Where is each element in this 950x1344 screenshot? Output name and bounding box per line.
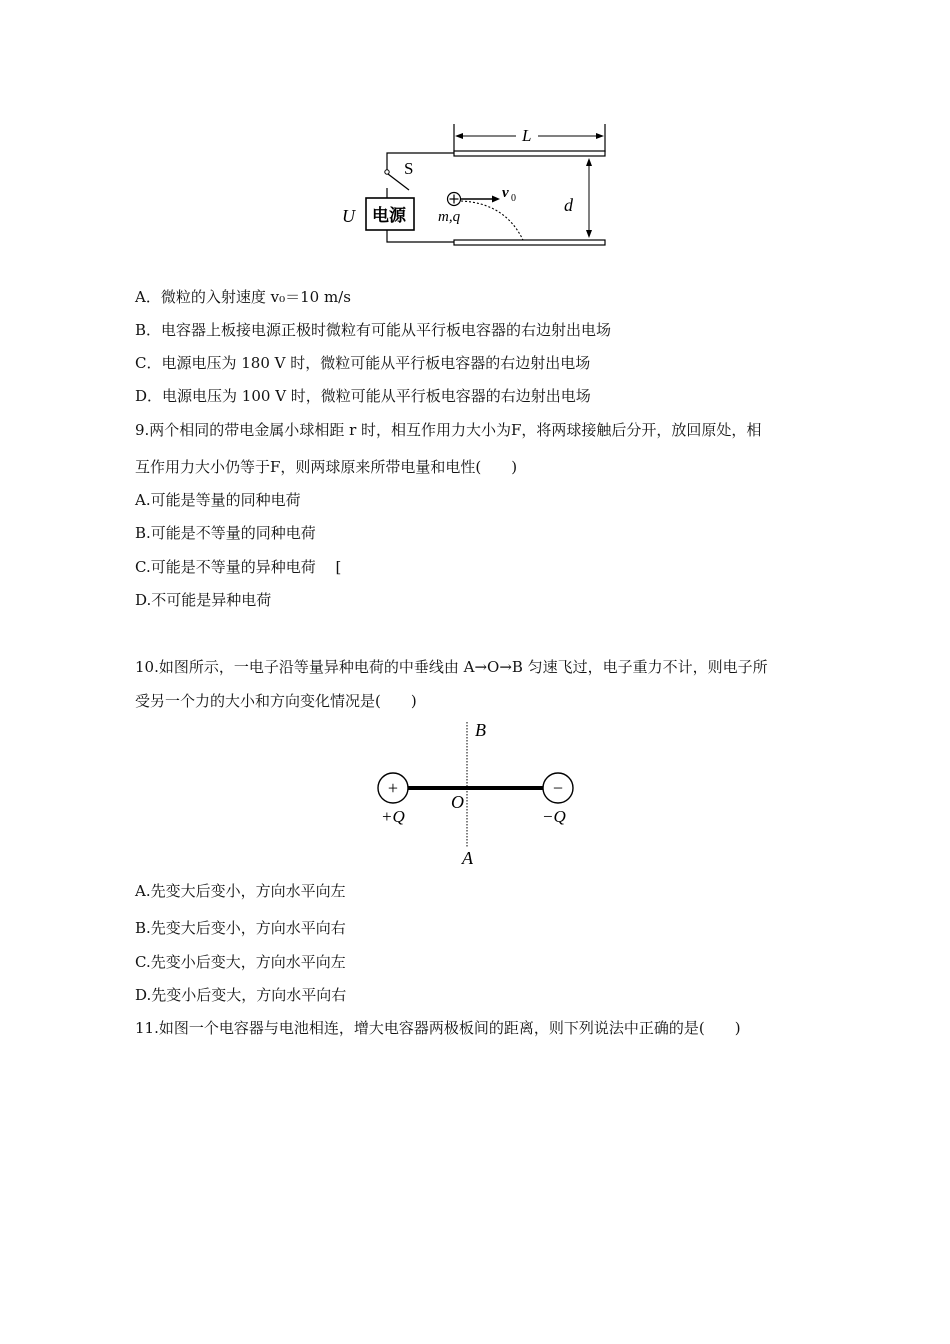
q11-stem: 11.如图一个电容器与电池相连，增大电容器两极板间的距离，则下列说法中正确的是( )	[135, 1019, 741, 1037]
velocity-subscript: 0	[511, 193, 516, 204]
q8-option-d: D．电源电压为 100 V 时，微粒可能从平行板电容器的右边射出电场	[135, 387, 591, 405]
negative-charge-label: −Q	[542, 807, 566, 826]
particle-trajectory	[461, 201, 523, 240]
q8-option-b: B．电容器上板接电源正极时微粒有可能从平行板电容器的右边射出电场	[135, 321, 612, 339]
q8-option-c: C．电源电压为 180 V 时，微粒可能从平行板电容器的右边射出电场	[135, 354, 591, 372]
q9-stem-line2: 互作用力大小仍等于F，则两球原来所带电量和电性( )	[135, 458, 518, 476]
q10-option-d: D.先变小后变大，方向水平向右	[135, 986, 347, 1004]
q9-stem-line1: 9.两个相同的带电金属小球相距 r 时，相互作用力大小为F，将两球接触后分开，放回原处，相	[135, 421, 762, 439]
mass-charge-label: m,q	[438, 209, 461, 225]
velocity-label: v	[502, 185, 509, 201]
q9-option-c: C.可能是不等量的异种电荷 [	[135, 558, 342, 576]
negative-sign: −	[552, 778, 564, 798]
switch-label: S	[404, 159, 414, 178]
point-O-label: O	[451, 792, 464, 812]
q10-option-c: C.先变小后变大，方向水平向左	[135, 953, 346, 971]
capacitor-circuit-figure	[330, 118, 620, 258]
label-d: d	[564, 195, 573, 215]
point-A-label: A	[462, 848, 473, 868]
dipole-figure	[370, 718, 590, 868]
q9-option-b: B.可能是不等量的同种电荷	[135, 524, 316, 542]
q9-option-d: D.不可能是异种电荷	[135, 591, 272, 609]
positive-charge-label: +Q	[381, 807, 405, 826]
positive-sign: +	[387, 778, 399, 798]
power-supply-label: 电源	[372, 206, 406, 225]
q10-stem-line1: 10.如图所示，一电子沿等量异种电荷的中垂线由 A→O→B 匀速飞过，电子重力不计，则电子所	[135, 658, 768, 676]
q8-option-a: A．微粒的入射速度 v₀＝10 m/s	[135, 288, 351, 306]
label-L: L	[522, 126, 532, 145]
q9-option-a: A.可能是等量的同种电荷	[135, 491, 301, 509]
q10-stem-line2: 受另一个力的大小和方向变化情况是( )	[135, 692, 417, 710]
q10-option-b: B.先变大后变小，方向水平向右	[135, 919, 346, 937]
voltage-label: U	[342, 206, 355, 226]
point-B-label: B	[475, 720, 486, 740]
q10-option-a: A.先变大后变小，方向水平向左	[135, 882, 346, 900]
